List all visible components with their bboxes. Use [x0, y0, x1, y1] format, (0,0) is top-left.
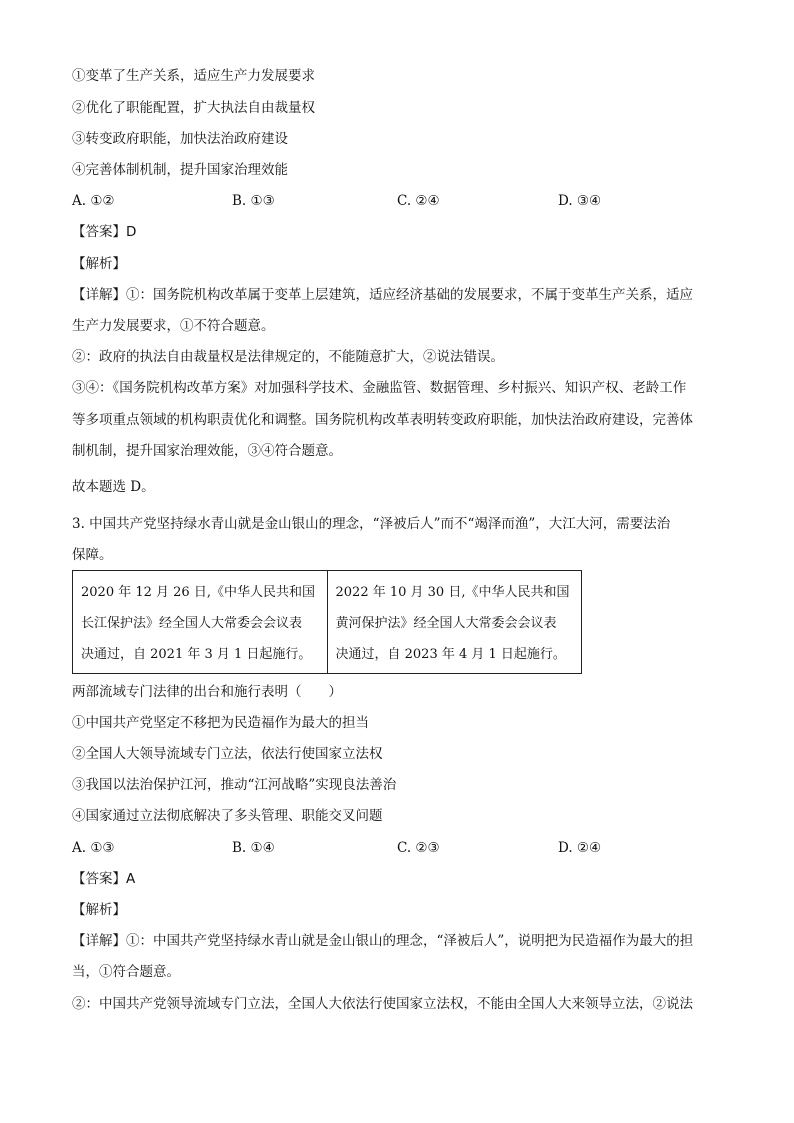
q2-detail-line-2: 生产力发展要求，①不符合题意。: [72, 318, 275, 334]
q3-choices: [72, 838, 732, 858]
q3-detail-line-1: 【详解】①：中国共产党坚持绿水青山就是金山银山的理念，“泽被后人”，说明把为民造福作为最大的担: [72, 933, 694, 949]
table-cell-yangtze: 2020 年 12 月 26 日,《中华人民共和国 长江保护法》经全国人大常委会会议表 决通过，自 2021 年 3 月 1 日起施行。: [81, 585, 315, 662]
q3-choice-b: B. ①④: [232, 840, 275, 856]
q3-option-item-4: ④国家通过立法彻底解决了多头管理、职能交叉问题: [72, 808, 383, 824]
q3-option-item-2: ②全国人大领导流域专门立法，依法行使国家立法权: [72, 746, 383, 762]
q2-conclusion: 故本题选 D。: [72, 479, 155, 495]
q3-choice-d: D. ②④: [558, 840, 602, 856]
q3-stem-line-2: 保障。: [72, 547, 113, 563]
q3-detail-line-2: 当，①符合题意。: [72, 964, 180, 980]
q2-option-item-3: ③转变政府职能，加快法治政府建设: [72, 131, 288, 147]
q3-answer: 【答案】A: [72, 871, 136, 887]
q2-option-item-1: ①变革了生产关系，适应生产力发展要求: [72, 68, 315, 84]
q3-detail-line-3: ②：中国共产党领导流域专门立法，全国人大依法行使国家立法权，不能由全国人大来领导立法，②说法: [72, 996, 693, 1012]
q2-detail-line-6: 制机制，提升国家治理效能，③④符合题意。: [72, 443, 342, 459]
q2-choice-c: C. ②④: [397, 193, 440, 209]
q3-option-item-3: ③我国以法治保护江河，推动“江河战略”实现良法善治: [72, 777, 397, 793]
q2-option-item-4: ④完善体制机制，提升国家治理效能: [72, 162, 288, 178]
q2-detail-line-1: 【详解】①：国务院机构改革属于变革上层建筑，适应经济基础的发展要求，不属于变革生产关系，适应: [72, 287, 693, 303]
q2-detail-line-4: ③④：《国务院机构改革方案》对加强科学技术、金融监管、数据管理、乡村振兴、知识产权、老龄工作: [72, 380, 687, 396]
q2-choice-a: A. ①②: [72, 193, 115, 209]
q2-choice-b: B. ①③: [232, 193, 275, 209]
q2-choices: [72, 191, 732, 211]
q3-option-item-1: ①中国共产党坚定不移把为民造福作为最大的担当: [72, 715, 369, 731]
q2-answer: 【答案】D: [72, 224, 137, 240]
q3-stem-line-1: 3. 中国共产党坚持绿水青山就是金山银山的理念，“泽被后人”而不“竭泽而渔”，大江大河，需要法治: [72, 516, 671, 532]
q2-analysis-label: 【解析】: [72, 256, 126, 272]
q3-material-table: [72, 570, 582, 674]
q3-choice-a: A. ①③: [72, 840, 115, 856]
q2-detail-line-3: ②：政府的执法自由裁量权是法律规定的，不能随意扩大，②说法错误。: [72, 349, 504, 365]
q2-detail-line-5: 等多项重点领域的机构职责优化和调整。国务院机构改革表明转变政府职能，加快法治政府建设，完善体: [72, 412, 693, 428]
q2-choice-d: D. ③④: [558, 193, 602, 209]
q2-option-item-2: ②优化了职能配置，扩大执法自由裁量权: [72, 100, 315, 116]
q3-choice-c: C. ②③: [397, 840, 440, 856]
q3-question: 两部流域专门法律的出台和施行表明（ ）: [72, 684, 342, 700]
q3-analysis-label: 【解析】: [72, 902, 126, 918]
table-cell-yellow-river: 2022 年 10 月 30 日,《中华人民共和国 黄河保护法》经全国人大常委会会议表 决通过，自 2023 年 4 月 1 日起施行。: [327, 571, 582, 673]
